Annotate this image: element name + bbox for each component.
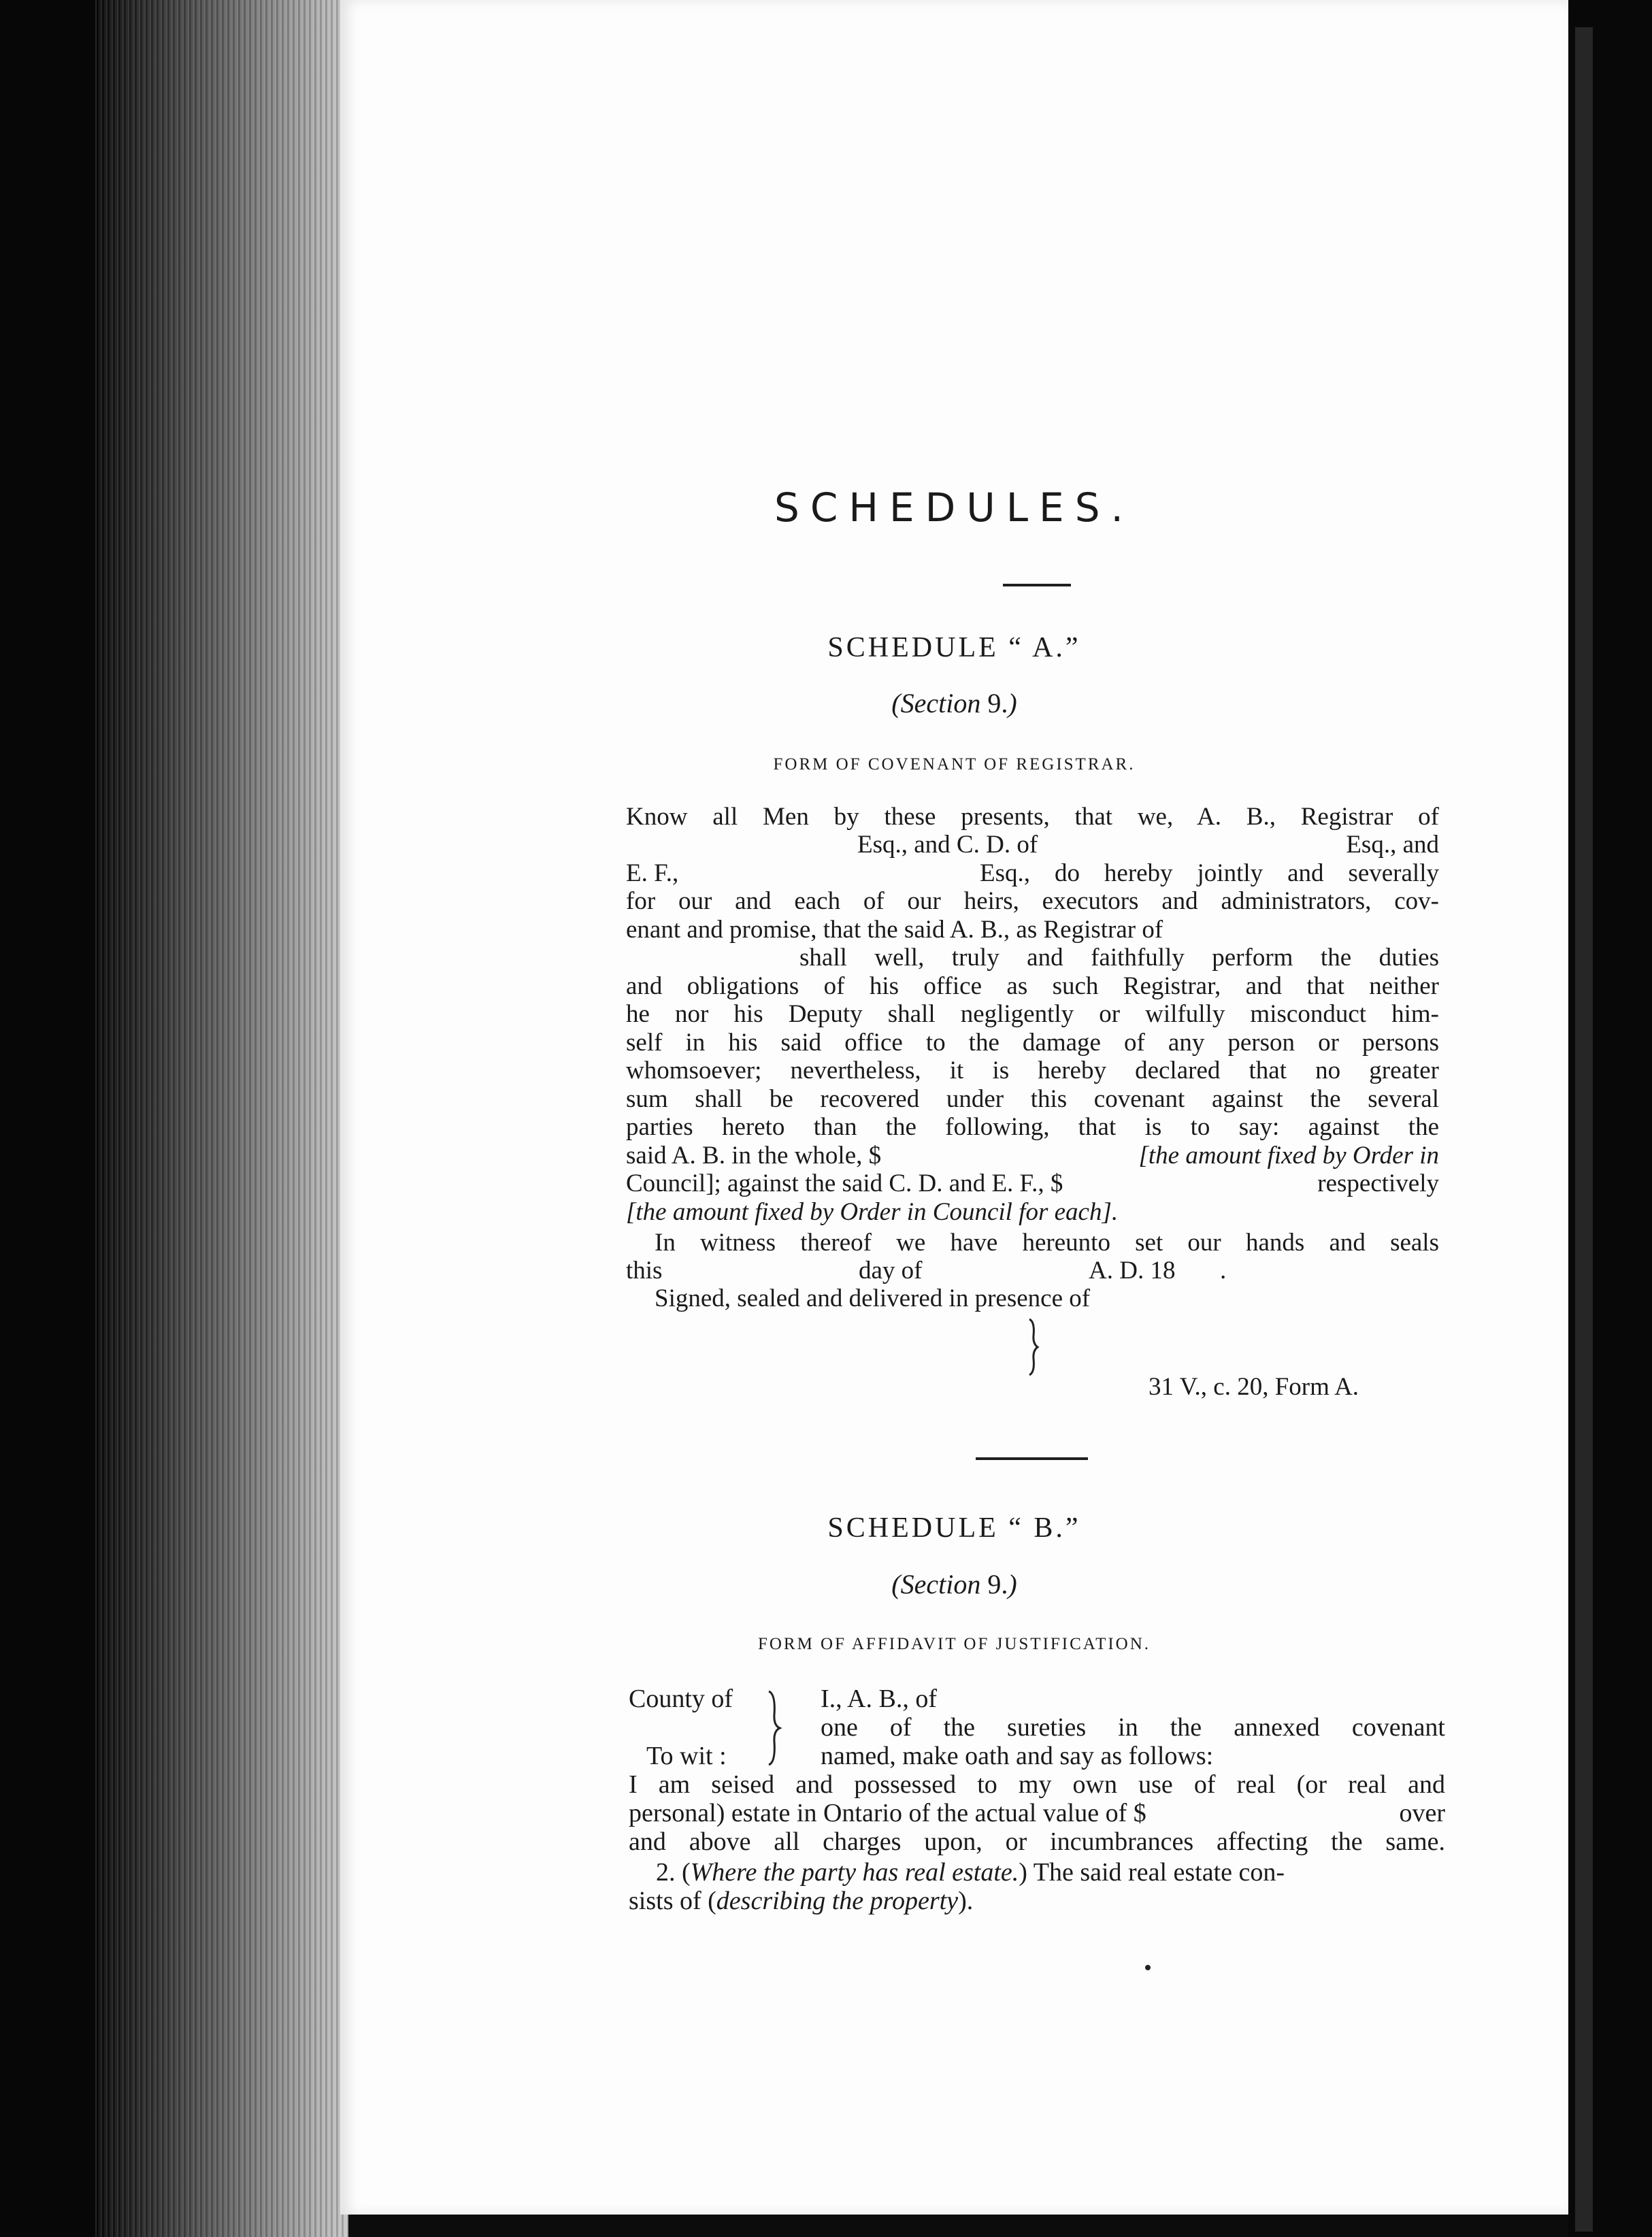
text-line: for our and each of our heirs, executors and administrators, cov- <box>626 887 1439 915</box>
text-line: [the amount fixed by Order in Council for each]. <box>626 1198 1119 1226</box>
ink-dot <box>1145 1965 1151 1970</box>
schedule-a-section: (Section 9.) <box>891 688 1017 718</box>
text-line: Council]; against the said C. D. and E. F., $ <box>626 1170 1063 1197</box>
divider-short <box>1003 584 1071 586</box>
text-line: [the amount fixed by Order in <box>1138 1142 1439 1170</box>
divider-long <box>976 1457 1088 1460</box>
text-line: self in his said office to the damage of any person or persons <box>626 1029 1439 1057</box>
county-label: County of <box>629 1685 733 1713</box>
text-line: sum shall be recovered under this covenant against the several <box>626 1085 1439 1113</box>
schedule-a-body <box>626 803 1652 1361</box>
text-line: named, make oath and say as follows: <box>821 1742 1214 1770</box>
schedule-a-citation: 31 V., c. 20, Form A. <box>1149 1373 1359 1401</box>
text-line: parties hereto than the following, that is to say: against the <box>626 1113 1439 1141</box>
brace-glyph <box>1024 1316 1044 1378</box>
text-line: he nor his Deputy shall negligently or wilfully misconduct him- <box>626 1000 1439 1028</box>
text-line: E. F., <box>626 859 679 887</box>
text-line: personal) estate in Ontario of the actual value of $ <box>629 1799 1146 1827</box>
brace-glyph <box>765 1687 785 1769</box>
schedule-b-title: SCHEDULE “ B.” <box>827 1512 1081 1544</box>
text-line: In witness thereof we have hereunto set our hands and seals <box>655 1229 1439 1257</box>
text-line: I., A. B., of <box>821 1685 937 1713</box>
text-line: Esq., and <box>1346 831 1439 859</box>
book-page <box>340 0 1568 2215</box>
text-line: day of <box>859 1257 923 1285</box>
schedule-b-body <box>629 1685 1652 1970</box>
text-line: sists of (describing the property). <box>629 1887 974 1915</box>
text-line: shall well, truly and faithfully perform the duties <box>799 944 1439 972</box>
page-heading: SCHEDULES. <box>774 484 1134 531</box>
text-line: Esq., do hereby jointly and severally <box>980 859 1439 887</box>
text-line: over <box>1399 1799 1445 1827</box>
text-line: 2. (Where the party has real estate.) The said real estate con- <box>656 1858 1285 1887</box>
text-line: A. D. 18 <box>1089 1257 1176 1285</box>
text-line: and above all charges upon, or incumbrances affecting the same. <box>629 1827 1445 1856</box>
text-line: Esq., and C. D. of <box>857 831 1038 859</box>
text-line: whomsoever; nevertheless, it is hereby declared that no greater <box>626 1057 1439 1084</box>
left-background <box>0 0 95 2237</box>
text-line: said A. B. in the whole, $ <box>626 1142 882 1170</box>
text-line: Know all Men by these presents, that we, A. B., Registrar of <box>626 803 1439 831</box>
schedule-a-form-title: FORM OF COVENANT OF REGISTRAR. <box>773 755 1136 774</box>
text-line: respectively <box>1317 1170 1439 1197</box>
schedule-b-section: (Section 9.) <box>891 1569 1017 1600</box>
text-line: . <box>1220 1257 1227 1285</box>
text-line: this <box>626 1257 663 1285</box>
schedule-a-title: SCHEDULE “ A.” <box>827 632 1081 663</box>
text-line: one of the sureties in the annexed covenant <box>821 1713 1445 1742</box>
to-wit-label: To wit : <box>646 1742 727 1770</box>
text-line: Signed, sealed and delivered in presence of <box>655 1285 1091 1312</box>
text-line: I am seised and possessed to my own use of real (or real and <box>629 1770 1445 1799</box>
page-edges <box>95 0 348 2237</box>
text-line: and obligations of his office as such Registrar, and that neither <box>626 972 1439 1000</box>
schedule-b-form-title: FORM OF AFFIDAVIT OF JUSTIFICATION. <box>757 1635 1151 1653</box>
text-line: enant and promise, that the said A. B., as Registrar of <box>626 916 1163 944</box>
